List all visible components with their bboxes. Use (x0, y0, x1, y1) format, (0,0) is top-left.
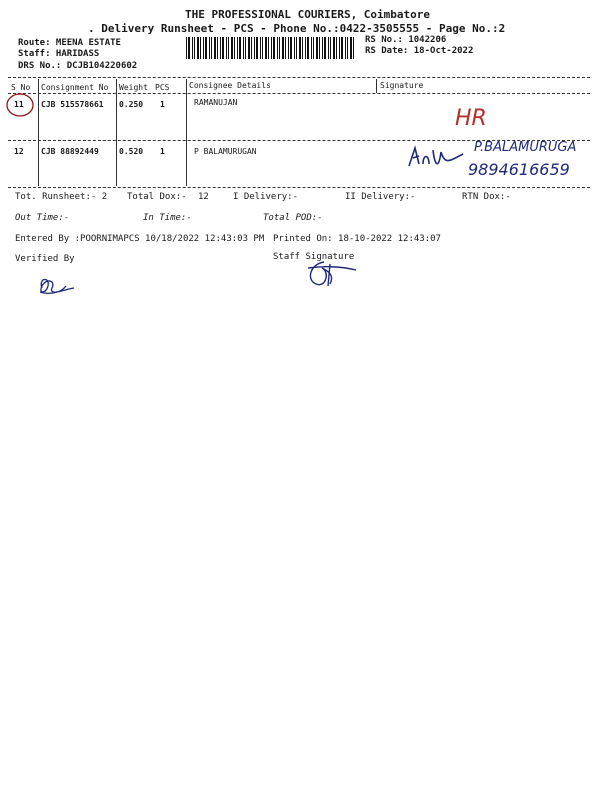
rs-number: RS No.: 1042206 (365, 35, 447, 45)
company-title: THE PROFESSIONAL COURIERS, Coimbatore (185, 8, 431, 21)
handwritten-recipient-name: P.BALAMURUGA (474, 140, 577, 155)
table-row-weight: 0.250 (119, 100, 144, 109)
rs-date: RS Date: 18-Oct-2022 (365, 46, 474, 56)
col-header-sno: S No (11, 83, 31, 92)
tot-runsheet: Tot. Runsheet:- 2 (15, 192, 108, 202)
table-row-sno: 12 (14, 147, 24, 156)
staff-signature-label: Staff Signature (273, 252, 355, 262)
total-pod: Total POD:- (263, 213, 323, 223)
col-divider (376, 79, 377, 93)
table-row-sno: 11 (14, 100, 24, 109)
col-header-signature: Signature (380, 81, 424, 90)
table-row-consignee: P BALAMURUGAN (194, 147, 257, 156)
runsheet-subtitle: . Delivery Runsheet - PCS - Phone No.:0422-3505555 - Page No.:2 (88, 22, 506, 35)
i-delivery: I Delivery:- (233, 192, 299, 202)
handwritten-phone: 9894616659 (468, 160, 570, 179)
staff-signature-mark (300, 258, 362, 290)
printed-on: Printed On: 18-10-2022 12:43:07 (273, 234, 441, 244)
rtn-dox: RTN Dox:- (462, 192, 511, 202)
col-header-pcs: PCS (155, 83, 170, 92)
col-header-weight: Weight (119, 83, 148, 92)
table-row-consignment: CJB 515578661 (41, 100, 104, 109)
out-time: Out Time:- (15, 213, 70, 223)
handwritten-signature-row2 (405, 142, 467, 172)
handwritten-signature-row1: HR (455, 106, 487, 131)
table-row-consignee: RAMANUJAN (194, 98, 238, 107)
col-divider (38, 79, 39, 186)
table-row-pcs: 1 (160, 100, 165, 109)
table-top-rule (8, 77, 590, 78)
col-header-consignment: Consignment No (41, 83, 109, 92)
ii-delivery: II Delivery:- (345, 192, 416, 202)
drs-number: DRS No.: DCJB104220602 (18, 61, 138, 71)
col-divider (186, 79, 187, 186)
route-label: Route: MEENA ESTATE (18, 38, 121, 48)
table-bottom-rule (8, 187, 590, 188)
in-time: In Time:- (143, 213, 192, 223)
handwritten-circle-mark (4, 91, 38, 119)
col-header-consignee: Consignee Details (189, 81, 271, 90)
table-row-weight: 0.520 (119, 147, 144, 156)
total-dox-label: Total Dox:- (127, 192, 187, 202)
table-row-consignment: CJB 88892449 (41, 147, 99, 156)
verified-by-signature (36, 274, 78, 300)
col-divider (116, 79, 117, 186)
entered-by: Entered By :POORNIMAPCS 10/18/2022 12:43:03 PM (15, 234, 265, 244)
table-header-rule (8, 93, 590, 94)
verified-by-label: Verified By (15, 254, 75, 264)
table-row-pcs: 1 (160, 147, 165, 156)
total-dox-value: 12 (198, 192, 209, 202)
staff-label: Staff: HARIDASS (18, 49, 100, 59)
barcode (186, 37, 358, 59)
